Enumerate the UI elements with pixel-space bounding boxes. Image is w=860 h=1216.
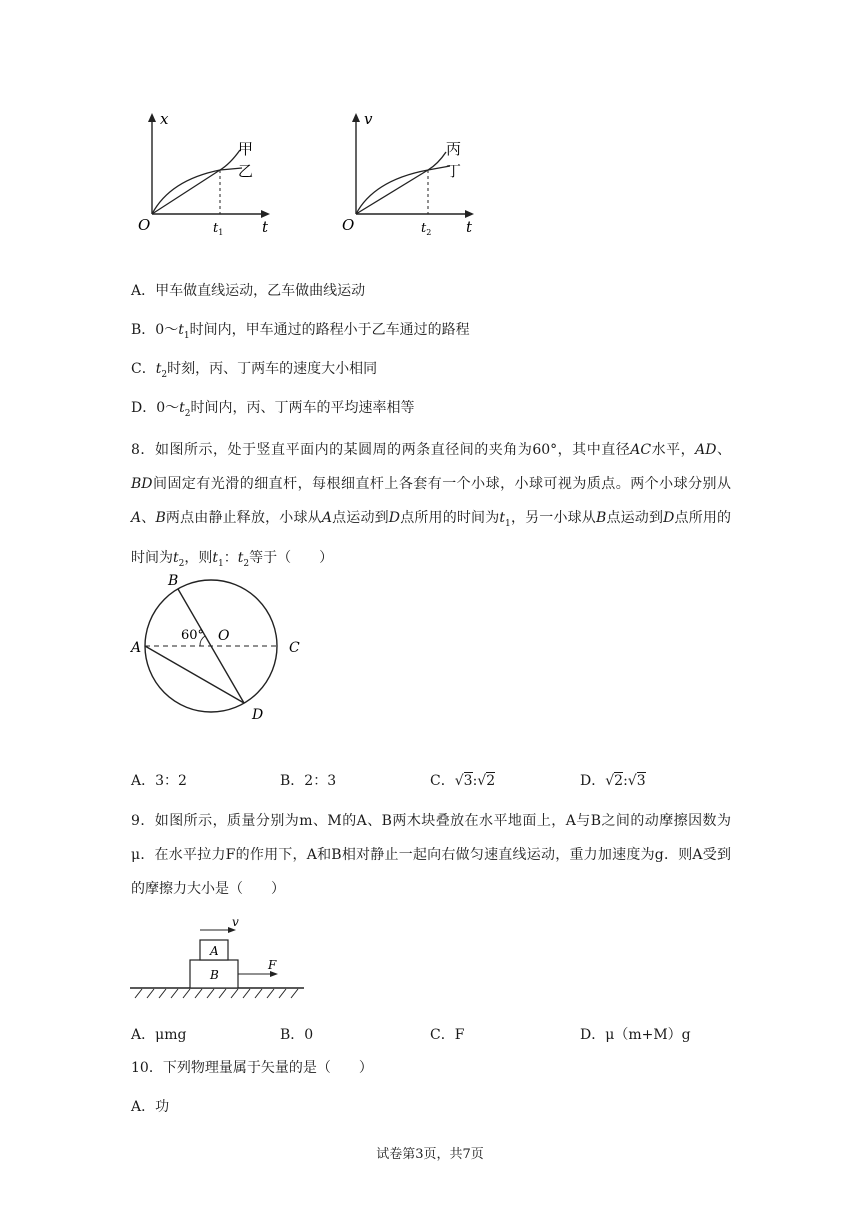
figure-vt-graph	[334, 108, 484, 238]
figure-xt-graph	[130, 108, 280, 238]
point-b-label: B	[168, 573, 179, 589]
block-b-label: B	[210, 968, 219, 982]
curve-label-ding: 丁	[446, 162, 462, 180]
origin-label: O	[342, 216, 355, 234]
point-a-label: A	[131, 640, 142, 656]
center-o-label: O	[218, 628, 230, 644]
y-axis-label: x	[160, 110, 169, 128]
block-a-label: A	[210, 944, 219, 958]
curve-label-bing: 丙	[446, 140, 462, 158]
point-d-label: D	[252, 707, 264, 723]
q9-option-c: C．F	[430, 1027, 465, 1043]
q8-option-a: A．3：2	[131, 773, 187, 789]
curve-label-jia: 甲	[238, 140, 254, 158]
q7-option-c: C．$t_2$时刻，丙、丁两车的速度大小相同	[131, 361, 378, 380]
x-axis-label: t	[466, 218, 473, 236]
q7-option-d: D．$0\sim t_2$时间内，丙、丁两车的平均速率相等	[131, 400, 415, 419]
curve-label-yi: 乙	[238, 162, 254, 180]
angle-label: 60°	[181, 628, 205, 643]
point-c-label: C	[289, 640, 300, 656]
figure-circle	[128, 570, 318, 725]
page-footer: 试卷第3页，共7页	[376, 1147, 484, 1162]
velocity-label: v	[232, 915, 239, 929]
q8-option-d: D．√2:√3	[580, 773, 646, 789]
origin-label: O	[138, 216, 151, 234]
q9-option-b: B．0	[280, 1027, 314, 1043]
q9-option-d: D．μ（m+M）g	[580, 1027, 691, 1043]
tick-label: $t_2$	[421, 221, 432, 237]
tick-label: $t_1$	[213, 221, 224, 237]
q10-stem: 10．下列物理量属于矢量的是（ ）	[131, 1060, 373, 1076]
q10-option-a: A．功	[131, 1099, 170, 1115]
q7-option-b: B．$0\sim t_1$时间内，甲车通过的路程小于乙车通过的路程	[131, 322, 470, 341]
force-label: F	[268, 958, 277, 972]
q7-option-a: A．甲车做直线运动，乙车做曲线运动	[131, 283, 366, 299]
q9-stem: 9．如图所示，质量分别为m、M的A、B两木块叠放在水平地面上，A与B之间的动摩擦因数为μ．在水平拉力F的作用下，A和B相对静止一起向右做匀速直线运动，重力加速度为g．则A受到的摩擦力大小是（ ）	[131, 813, 731, 897]
figure-blocks	[128, 912, 308, 1004]
x-axis-label: t	[262, 218, 269, 236]
q8-option-b: B．2：3	[280, 773, 337, 789]
q8-option-c: C．√3:√2	[430, 773, 496, 789]
y-axis-label: v	[364, 110, 373, 128]
q9-option-a: A．μmg	[131, 1027, 187, 1043]
q8-stem: 8．如图所示，处于竖直平面内的某圆周的两条直径间的夹角为60°，其中直径AC水平，AD、BD间固定有光滑的细直杆，每根细直杆上各套有一个小球，小球可视为质点。两个小球分别从A、B两点由静止释放，小球从A点运动到D点所用的时间为$t_1$，另一小球从B点运动到D点所用的时间为$t_2$，则$t_1$：$t_2$等于（ ）	[131, 442, 732, 569]
